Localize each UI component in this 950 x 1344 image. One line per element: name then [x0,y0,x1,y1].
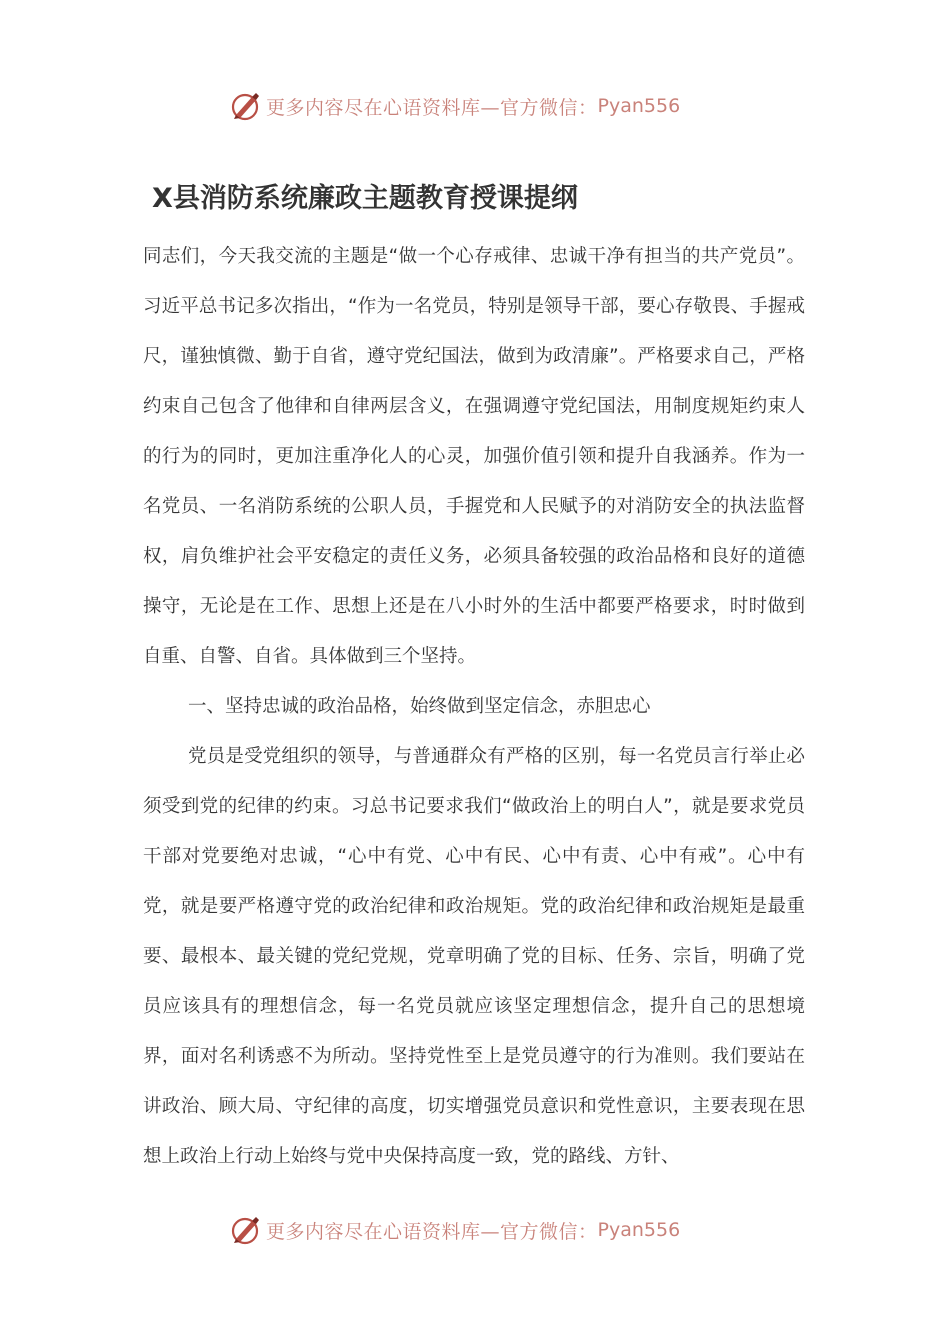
banner-text: 更多内容尽在心语资料库—官方微信： [266,1220,598,1243]
pen-circle-logo-icon [228,1213,262,1247]
paragraph-section-1: 党员是受党组织的领导，与普通群众有严格的区别，每一名党员言行举止必须受到党的纪律的约束。习总书记要求我们“做政治上的明白人”，就是要求党员干部对党要绝对忠诚，“心中有党、心中有民、心中有责、心中有戒”。心中有党，就是要严格遵守党的政治纪律和政治规矩。党的政治纪律和政治规矩是最重要、最根本、最关键的党纪党规，党章明确了党的目标、任务、宗旨，明确了党员应该具有的理想信念，每一名党员就应该坚定理想信念，提升自己的思想境界，面对名利诱惑不为所动。坚持党性至上是党员遵守的行为准则。我们要站在讲政治、顾大局、守纪律的高度，切实增强党员意识和党性意识，主要表现在思想上政治上行动上始终与党中央保持高度一致，党的路线、方针、 [143,746,805,1167]
paragraph-intro: 同志们，今天我交流的主题是“做一个心存戒律、忠诚干净有担当的共产党员”。习近平总书记多次指出，“作为一名党员，特别是领导干部，要心存敬畏、手握戒尺，谨独慎微、勤于自省，遵守党纪国法，做到为政清廉”。严格要求自己，严格约束自己包含了他律和自律两层含义，在强调遵守党纪国法，用制度规矩约束人的行为的同时，更加注重净化人的心灵，加强价值引领和提升自我涵养。作为一名党员、一名消防系统的公职人员，手握党和人民赋予的对消防安全的执法监督权，肩负维护社会平安稳定的责任义务，必须具备较强的政治品格和良好的道德操守，无论是在工作、思想上还是在八小时外的生活中都要严格要求，时时做到自重、自警、自省。具体做到三个坚持。 [143,246,805,667]
banner-text: 更多内容尽在心语资料库—官方微信： [266,96,598,119]
document-body [143,232,805,1182]
pen-circle-logo-icon [228,89,262,123]
section-heading-1: 一、坚持忠诚的政治品格，始终做到坚定信念，赤胆忠心 [188,696,651,717]
document-title: X县消防系统廉政主题教育授课提纲 [152,183,578,214]
banner-wechat-id: Pyan556 [597,95,681,117]
footer-banner [228,1210,728,1250]
header-banner [228,86,728,126]
banner-wechat-id: Pyan556 [597,1219,681,1241]
